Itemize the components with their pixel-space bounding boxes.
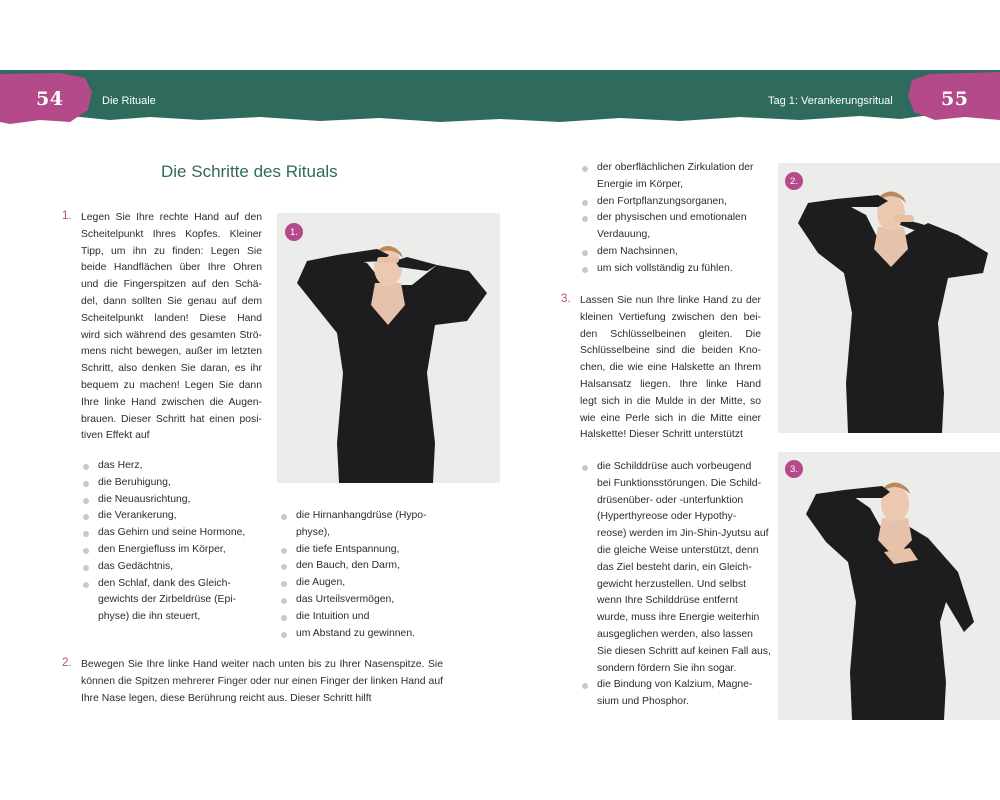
list-item: den Bauch, den Darm, xyxy=(281,558,427,575)
text-line: wie eine Perle sich in die Mitte einer xyxy=(580,412,761,424)
list-item: die Hirnanhangdrüse (Hypo- physe), xyxy=(281,508,427,542)
bullet-icon xyxy=(582,267,588,273)
list-item: der oberflächlichen Zirkulation der Energie im Körper, xyxy=(582,160,754,194)
step-number: 1. xyxy=(62,210,72,222)
bullet-icon xyxy=(582,465,588,471)
right-running-head: Tag 1: Verankerungsritual xyxy=(768,95,893,107)
text-line: Schritt, also denken Sie daran, es ihr xyxy=(81,363,262,375)
bullet-list xyxy=(281,508,427,642)
photo-step2 xyxy=(778,163,1000,433)
list-item: dem Nachsinnen, xyxy=(582,244,754,261)
list-item: das Gedächtnis, xyxy=(83,559,245,576)
left-running-head: Die Rituale xyxy=(102,95,156,107)
text-line: Schlüsselbeine sind die beiden Kno- xyxy=(580,345,761,357)
text-line: Halsansatz liegen. Ihre linke Hand xyxy=(580,378,761,390)
list-item: die Neuausrichtung, xyxy=(83,492,245,509)
bullet-icon xyxy=(281,514,287,520)
bullet-icon xyxy=(582,250,588,256)
photo-step1 xyxy=(277,213,500,483)
bullet-list xyxy=(582,459,771,711)
text-line: Bewegen Sie Ihre linke Hand weiter nach unten bis zu Ihrer Nasenspitze. Sie xyxy=(81,659,443,670)
list-item: das Herz, xyxy=(83,458,245,475)
text-line: del, dann sollten Sie genau auf dem xyxy=(81,295,262,307)
section-title: Die Schritte des Rituals xyxy=(161,162,338,181)
bullet-icon xyxy=(83,582,89,588)
text-line: Halskette! Dieser Schritt unterstützt xyxy=(580,429,743,441)
list-item: das Urteilsvermögen, xyxy=(281,592,427,609)
text-line: Ihre Nase legen, diese Berührung reicht aus. Dieser Schritt hilft xyxy=(81,692,372,704)
text-line: Scheitelpunkt landen! Diese Hand xyxy=(81,312,262,324)
text-line: den Schlüsselbeinen gleiten. Die xyxy=(580,328,761,340)
bullet-icon xyxy=(582,216,588,222)
text-line: können die Spitzen mehrerer Finger oder nur einen Finger der linken Hand auf xyxy=(81,675,443,687)
step-number: 2. xyxy=(62,657,72,669)
list-item: der physischen und emotionalen Verdauung, xyxy=(582,210,754,244)
text-line: brauen. Dieser Schritt hat einen posi- xyxy=(81,413,262,425)
step-badge: 2. xyxy=(785,172,803,190)
list-item: die tiefe Entspannung, xyxy=(281,542,427,559)
step-badge: 3. xyxy=(785,460,803,478)
bullet-icon xyxy=(83,481,89,487)
text-line: Legen Sie Ihre rechte Hand auf den xyxy=(81,212,262,223)
list-item: den Schlaf, dank des Gleich- gewichts der Zirbeldrüse (Epi- physe) die ihn steuert, xyxy=(83,576,245,626)
list-item: die Verankerung, xyxy=(83,508,245,525)
bullet-icon xyxy=(281,615,287,621)
bullet-icon xyxy=(281,598,287,604)
bullet-icon xyxy=(281,564,287,570)
bullet-icon xyxy=(83,514,89,520)
list-item: das Gehirn und seine Hormone, xyxy=(83,525,245,542)
step1-text xyxy=(81,210,262,445)
bullet-icon xyxy=(83,464,89,470)
text-line: Lassen Sie nun Ihre linke Hand zu der xyxy=(580,295,761,306)
text-line: bequem zu machen! Legen Sie dann xyxy=(81,379,262,391)
list-item: die Intuition und xyxy=(281,609,427,626)
text-line: beide Handflächen über Ihre Ohren xyxy=(81,262,262,274)
bullet-icon xyxy=(582,200,588,206)
text-line: legt sich in die Mulde in der Mitte, so xyxy=(580,395,761,407)
bullet-icon xyxy=(281,632,287,638)
text-line: Scheitelpunkt Ihres Kopfes. Kleiner xyxy=(81,228,262,240)
bullet-icon xyxy=(281,548,287,554)
step3-text xyxy=(580,293,761,444)
bullet-icon xyxy=(582,166,588,172)
text-line: mens nicht bewegen, außer im letzten xyxy=(81,346,262,358)
list-item: die Schilddrüse auch vorbeugend bei Funktionsstörungen. Die Schild- drüsenüber- oder -unterfunktion (Hyperthyreose oder Hypothy- reose) werden im Jin-Shin-Jyutsu auf die gleiche Weise unterstützt, denn das Ziel besteht darin, ein Gleich- gewicht herzustellen. Und selbst wenn Ihre Schilddrüse entfernt wurde, muss ihre Energie weiterhin ausgeglichen werden, also lassen Sie diesen Schritt auf keinen Fall aus, sondern fördern Sie ihn sogar. xyxy=(582,459,762,677)
text-line: Ihre linke Hand zwischen die Augen- xyxy=(81,396,262,408)
photo-step3 xyxy=(778,452,1000,720)
bullet-icon xyxy=(83,565,89,571)
step2-text xyxy=(81,657,443,707)
list-item: die Augen, xyxy=(281,575,427,592)
text-line: kleinen Vertiefung zwischen den bei- xyxy=(580,311,761,323)
bullet-icon xyxy=(83,548,89,554)
list-item: den Fortpflanzungsorganen, xyxy=(582,194,754,211)
bullet-icon xyxy=(83,531,89,537)
text-line: chen, die wie eine Halskette an Ihrem xyxy=(580,362,761,374)
step-badge: 1. xyxy=(285,223,303,241)
bullet-list xyxy=(83,458,245,626)
text-line: tiven Effekt auf xyxy=(81,430,150,442)
bullet-icon xyxy=(281,581,287,587)
bullet-list xyxy=(582,160,754,278)
left-page-number: 54 xyxy=(36,88,64,110)
list-item: die Beruhigung, xyxy=(83,475,245,492)
bullet-icon xyxy=(83,498,89,504)
step-number: 3. xyxy=(561,293,571,305)
text-line: Tipp, um ihn zu finden: Legen Sie xyxy=(81,245,262,257)
list-item: um sich vollständig zu fühlen. xyxy=(582,261,754,278)
list-item: die Bindung von Kalzium, Magne- sium und Phosphor. xyxy=(582,677,762,711)
right-page-number: 55 xyxy=(941,88,969,110)
list-item: den Energiefluss im Körper, xyxy=(83,542,245,559)
text-line: wird sich während des gesamten Strö- xyxy=(81,329,262,341)
text-line: und die Fingerspitzen auf den Schä- xyxy=(81,279,262,291)
list-item: um Abstand zu gewinnen. xyxy=(281,626,427,643)
bullet-icon xyxy=(582,683,588,689)
